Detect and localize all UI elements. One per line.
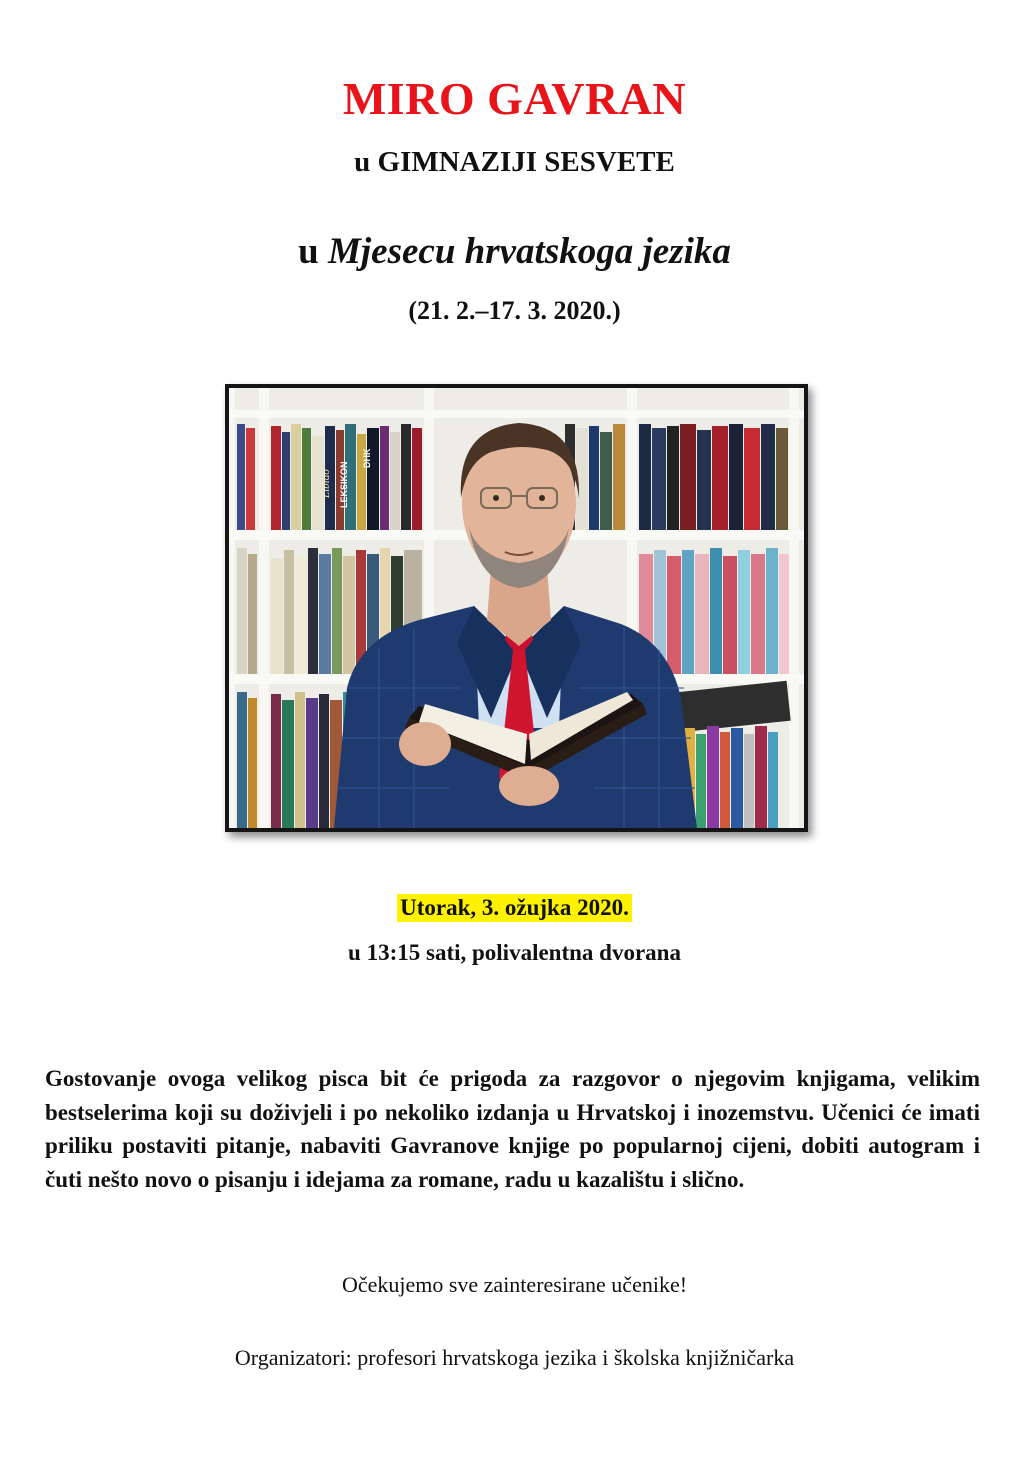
book-spine-text: DHK: [362, 448, 372, 468]
event-day-highlight: Utorak, 3. ožujka 2020.: [397, 894, 632, 922]
event-date-range: (21. 2.–17. 3. 2020.): [408, 296, 621, 325]
event-time-place: u 13:15 sati, polivalentna dvorana: [348, 940, 681, 965]
author-photo: [225, 384, 808, 832]
event-description: Gostovanje ovoga velikog pisca bit će prigoda za razgovor o njegovim knjigama, velikim bestselerima koji su doživjeli i po nekoliko izdanja u Hrvatskoj i inozemstvu. Učenici će imati priliku postaviti pitanje, nabaviti Gavranove knjige po popularnoj cijeni, dobiti autogram i čuti nešto novo o pisanju i idejama za romane, radu u kazalištu i slično.: [45, 1066, 980, 1192]
month-heading-italic: Mjesecu hrvatskoga jezika: [327, 231, 731, 272]
month-heading: [0, 230, 1029, 273]
event-day-line: [0, 894, 1029, 922]
poster-title: MIRO GAVRAN: [342, 73, 687, 124]
poster-subtitle: u GIMNAZIJI SESVETE: [354, 146, 675, 178]
closing-invitation: Očekujemo sve zainteresirane učenike!: [341, 1272, 688, 1297]
month-heading-prefix: u: [298, 231, 328, 272]
author-photo-illustration: [229, 388, 804, 828]
book-spine-text: Libido: [320, 469, 332, 498]
book-spine-text: LEKSIKON: [339, 461, 349, 508]
organizers-line: Organizatori: profesori hrvatskoga jezika i školska knjižničarka: [234, 1345, 795, 1370]
